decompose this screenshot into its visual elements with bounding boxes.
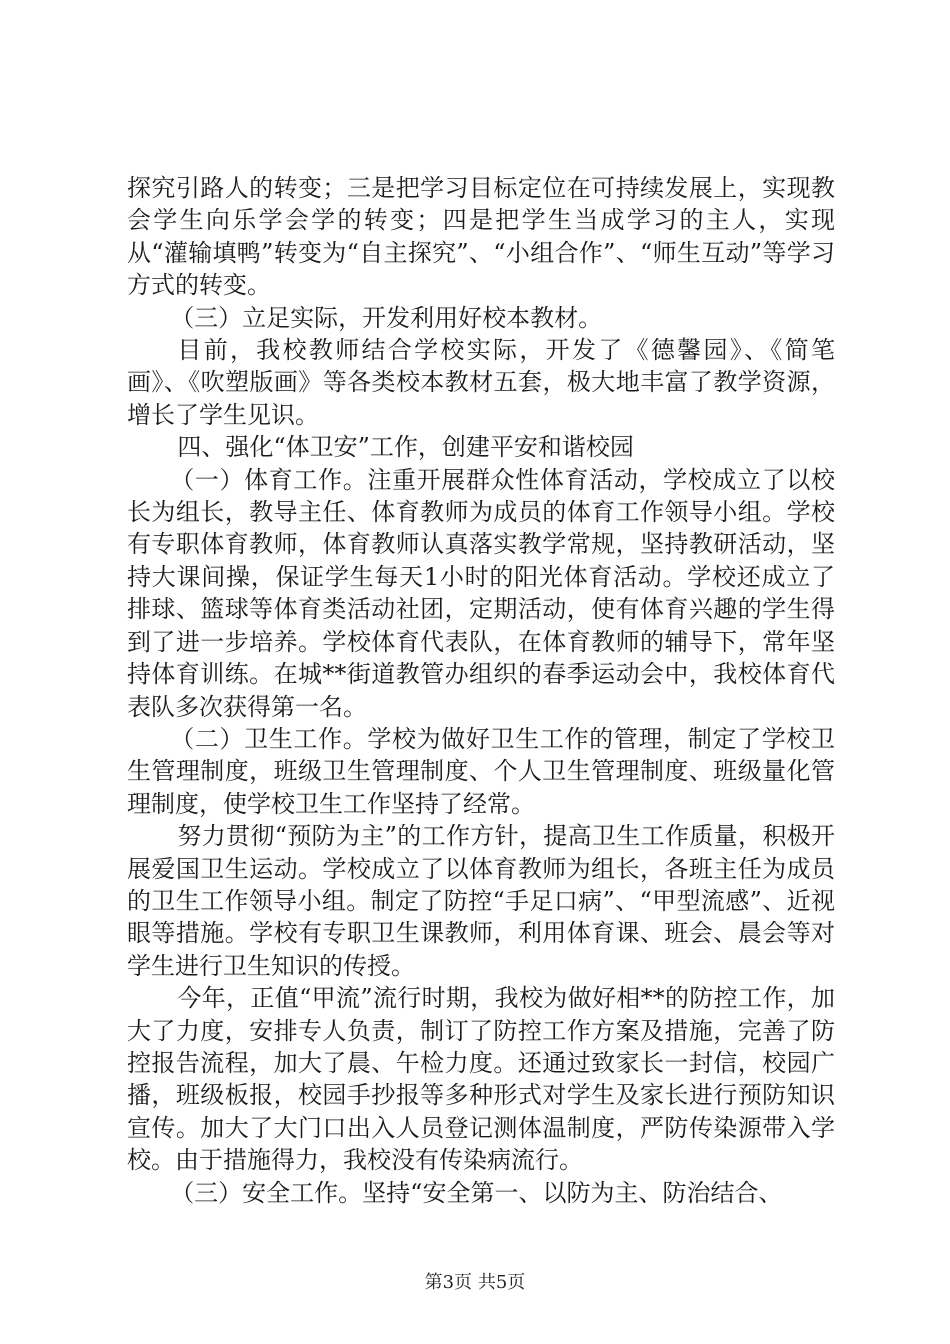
- paragraph-9: （三）安全工作。坚持“安全第一、以防为主、防治结合、: [170, 1178, 783, 1207]
- paragraph-2-heading: （三）立足实际，开发利用好校本教材。: [170, 303, 603, 332]
- paragraph-7: 努力贯彻“预防为主”的工作方针，提高卫生工作质量，积极开展爱国卫生运动。学校成立了以体育教师为组长，各班主任为成员的卫生工作领导小组。制定了防控“手足口病”、“甲型流感”、近视眼等措施。学校有专职卫生课教师，利用体育课、班会、晨会等对学生进行卫生知识的传授。: [127, 822, 835, 980]
- paragraph-5: （一）体育工作。注重开展群众性体育活动，学校成立了以校长为组长，教导主任、体育教师为成员的体育工作领导小组。学校有专职体育教师，体育教师认真落实教学常规，坚持教研活动，坚持大课间操，保证学生每天1小时的阳光体育活动。学校还成立了排球、篮球等体育类活动社团，定期活动，使有体育兴趣的学生得到了进一步培养。学校体育代表队，在体育教师的辅导下，常年坚持体育训练。在城**街道教管办组织的春季运动会中，我校体育代表队多次获得第一名。: [127, 465, 835, 721]
- paragraph-8: 今年，正值“甲流”流行时期，我校为做好相**的防控工作，加大了力度，安排专人负责，制订了防控工作方案及措施，完善了防控报告流程，加大了晨、午检力度。还通过致家长一封信，校园广播，班级板报，校园手抄报等多种形式对学生及家长进行预防知识宣传。加大了大门口出入人员登记测体温制度，严防传染源带入学校。由于措施得力，我校没有传染病流行。: [127, 984, 835, 1175]
- paragraph-6: （二）卫生工作。学校为做好卫生工作的管理，制定了学校卫生管理制度，班级卫生管理制度、个人卫生管理制度、班级量化管理制度，使学校卫生工作坚持了经常。: [127, 724, 835, 818]
- paragraph-1: 探究引路人的转变；三是把学习目标定位在可持续发展上，实现教会学生向乐学会学的转变；四是把学生当成学习的主人，实现从“灌输填鸭”转变为“自主探究”、“小组合作”、“师生互动”等学习方式的转变。: [127, 174, 835, 300]
- document-body: [127, 172, 835, 1209]
- page-number-footer: 第3页 共5页: [424, 1272, 526, 1293]
- paragraph-4-heading: 四、强化“体卫安”工作，创建平安和谐校园: [177, 433, 634, 462]
- paragraph-3: 目前，我校教师结合学校实际，开发了《德馨园》、《简笔画》、《吹塑版画》等各类校本教材五套，极大地丰富了教学资源，增长了学生见识。: [127, 336, 835, 429]
